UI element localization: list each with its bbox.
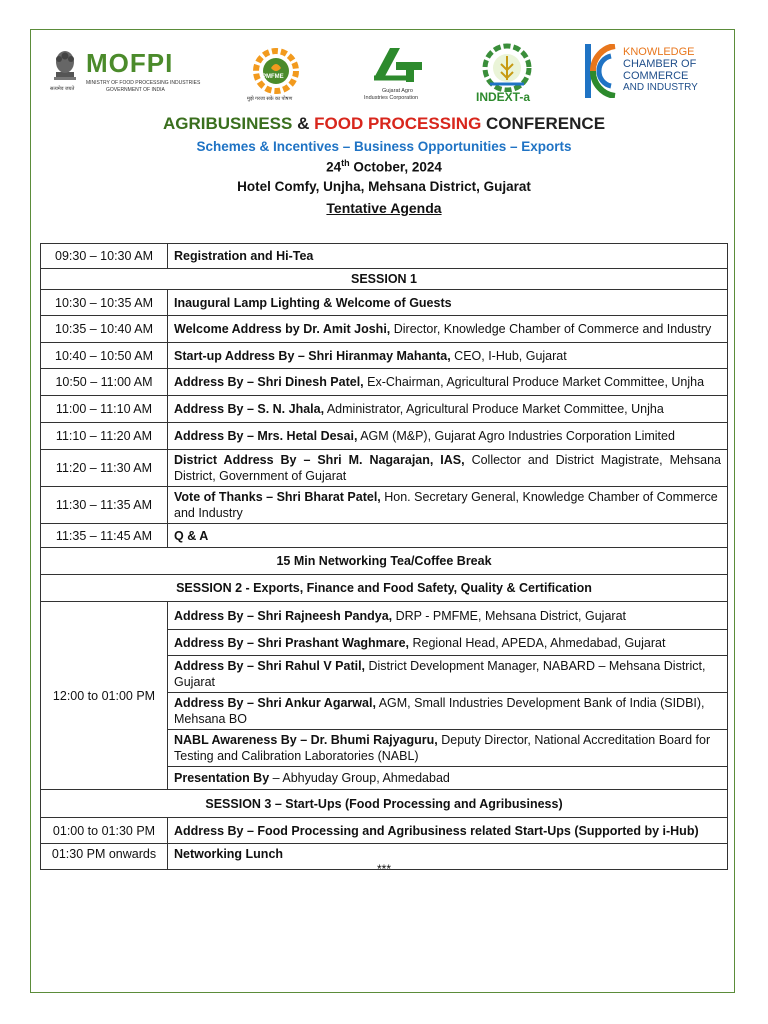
agenda-heading: Tentative Agenda: [326, 200, 442, 216]
end-marker: ***: [376, 862, 391, 876]
desc-bold: Address By – Shri Rahul V Patil,: [174, 659, 366, 673]
time-cell: 01:30 PM onwards: [41, 844, 168, 870]
session-1-heading: SESSION 1: [41, 269, 728, 290]
desc-bold: NABL Awareness By – Dr. Bhumi Rajyaguru,: [174, 733, 438, 747]
desc-cell: [168, 487, 728, 524]
desc-rest: AGM (M&P), Gujarat Agro Industries Corporation Limited: [357, 429, 675, 443]
desc-cell: [168, 630, 728, 656]
table-row: [41, 244, 728, 269]
table-row: [41, 524, 728, 548]
gaic-line1: Gujarat Agro: [382, 88, 413, 94]
desc-bold: Vote of Thanks – Shri Bharat Patel,: [174, 490, 381, 504]
time-cell: 10:35 – 10:40 AM: [41, 316, 168, 343]
desc-cell: [168, 343, 728, 369]
mofpi-logo: [50, 46, 215, 98]
pmfme-tagline: मुझे गरजा सके का पोषण: [247, 96, 293, 102]
break-row: [41, 548, 728, 575]
desc-rest: Director, Knowledge Chamber of Commerce and Industry: [390, 322, 712, 336]
title-conference: CONFERENCE: [481, 114, 606, 133]
desc-bold: Address By – Food Processing and Agribusiness related Start-Ups (Supported by i-Hub): [174, 823, 699, 838]
desc-bold: Address By – Shri Rajneesh Pandya,: [174, 608, 393, 623]
desc-rest: Ex-Chairman, Agricultural Produce Market Committee, Unjha: [363, 375, 705, 389]
table-row: [41, 396, 728, 423]
gaic-mark-icon: [366, 42, 426, 88]
time-cell: 11:30 – 11:35 AM: [41, 487, 168, 524]
session-row: [41, 269, 728, 290]
desc-rest: Deputy Director, National Accreditation Board for Testing and Calibration Laboratories (NABL): [174, 733, 711, 763]
session-row: [41, 575, 728, 602]
indexta-gear-icon: [476, 40, 538, 92]
title-agribusiness: AGRIBUSINESS: [162, 114, 293, 133]
emblem-caption: सत्यमेव जयते: [50, 86, 75, 92]
date-day: 24: [326, 159, 342, 175]
time-cell: 10:30 – 10:35 AM: [41, 290, 168, 316]
time-cell: 11:35 – 11:45 AM: [41, 524, 168, 548]
desc-bold: Address By – Shri Prashant Waghmare,: [174, 635, 410, 650]
desc-cell: [168, 244, 728, 269]
desc-rest: Collector and District Magistrate, Mehsana District, Government of Gujarat: [174, 453, 721, 483]
mofpi-govt-line: GOVERNMENT OF INDIA: [106, 87, 165, 93]
session-row: [41, 790, 728, 818]
kcci-logo: [585, 44, 730, 102]
time-cell: 10:50 – 11:00 AM: [41, 369, 168, 396]
kcci-line2: CHAMBER OF: [623, 58, 697, 70]
title-food-processing: FOOD PROCESSING: [314, 114, 482, 133]
session-2-time-cell: 12:00 to 01:00 PM: [41, 602, 168, 790]
date-suffix: th: [341, 158, 350, 168]
desc-cell: [168, 423, 728, 450]
desc-rest: Administrator, Agricultural Produce Market Committee, Unjha: [324, 402, 664, 416]
desc-bold: Presentation By: [174, 771, 270, 785]
desc-bold: Q & A: [174, 528, 209, 543]
desc-cell: [168, 767, 728, 790]
pmfme-label: PMFME: [262, 74, 284, 80]
conference-title: [0, 114, 768, 134]
desc-cell: [168, 450, 728, 487]
date-rest: October, 2024: [349, 159, 442, 175]
desc-bold: Start-up Address By – Shri Hiranmay Mahanta,: [174, 348, 451, 363]
mofpi-ministry-line: MINISTRY OF FOOD PROCESSING INDUSTRIES: [86, 80, 201, 86]
desc-cell: [168, 316, 728, 343]
desc-bold: Inaugural Lamp Lighting & Welcome of Guests: [174, 295, 452, 310]
desc-rest: AGM, Small Industries Development Bank of India (SIDBI), Mehsana BO: [174, 696, 705, 726]
table-row: [41, 423, 728, 450]
desc-bold: District Address By – Shri M. Nagarajan, IAS,: [174, 453, 465, 467]
table-row: [41, 290, 728, 316]
desc-cell: [168, 290, 728, 316]
time-cell: 11:00 – 11:10 AM: [41, 396, 168, 423]
desc-bold: Address By – Mrs. Hetal Desai,: [174, 429, 358, 443]
table-row: [41, 602, 728, 630]
pmfme-logo: [245, 44, 311, 106]
conference-date: [0, 158, 768, 175]
kcci-line1: KNOWLEDGE: [623, 46, 695, 58]
time-cell: 11:20 – 11:30 AM: [41, 450, 168, 487]
desc-cell: [168, 656, 728, 693]
desc-rest: District Development Manager, NABARD – Mehsana District, Gujarat: [174, 659, 706, 689]
agenda-table: [40, 243, 728, 870]
desc-cell: [168, 369, 728, 396]
tea-break-heading: 15 Min Networking Tea/Coffee Break: [41, 548, 728, 575]
desc-cell: [168, 396, 728, 423]
kcci-line4: AND INDUSTRY: [623, 82, 698, 93]
desc-cell: [168, 693, 728, 730]
kcci-line3: COMMERCE: [623, 70, 689, 82]
indexta-logo: [472, 40, 542, 108]
table-row: [41, 818, 728, 844]
session-2-heading: SESSION 2 - Exports, Finance and Food Safety, Quality & Certification: [41, 575, 728, 602]
time-cell: 11:10 – 11:20 AM: [41, 423, 168, 450]
table-row: [41, 343, 728, 369]
indexta-label: INDEXT-a: [476, 90, 531, 104]
desc-bold: Networking Lunch: [174, 847, 284, 861]
session-3-heading: SESSION 3 – Start-Ups (Food Processing and Agribusiness): [41, 790, 728, 818]
time-cell: 01:00 to 01:30 PM: [41, 818, 168, 844]
time-cell: 10:40 – 10:50 AM: [41, 343, 168, 369]
table-row: [41, 369, 728, 396]
desc-bold: Address By – S. N. Jhala,: [174, 402, 325, 416]
mofpi-wordmark: MOFPI: [86, 48, 174, 78]
table-row: [41, 487, 728, 524]
desc-cell: [168, 602, 728, 630]
desc-bold: Address By – Shri Dinesh Patel,: [174, 375, 364, 389]
logo-strip: [40, 40, 730, 108]
desc-rest: Regional Head, APEDA, Ahmedabad, Gujarat: [409, 635, 666, 650]
time-cell: 09:30 – 10:30 AM: [41, 244, 168, 269]
kcci-mark-icon: [585, 44, 617, 98]
desc-rest: CEO, I-Hub, Gujarat: [450, 348, 567, 363]
desc-cell: [168, 730, 728, 767]
gaic-logo: [352, 40, 442, 106]
desc-rest: Hon. Secretary General, Knowledge Chamber of Commerce and Industry: [174, 490, 718, 520]
desc-bold: Registration and Hi-Tea: [174, 249, 314, 263]
desc-rest: – Abhyuday Group, Ahmedabad: [269, 771, 450, 785]
title-ampersand: &: [292, 114, 315, 133]
table-row: [41, 450, 728, 487]
gaic-line2: Industries Corporation: [364, 95, 419, 101]
desc-bold: Address By – Shri Ankur Agarwal,: [174, 696, 376, 710]
desc-cell: [168, 818, 728, 844]
desc-cell: [168, 524, 728, 548]
pmfme-gear-icon: [249, 44, 303, 94]
conference-venue: Hotel Comfy, Unjha, Mehsana District, Gujarat: [237, 179, 531, 194]
conference-subtitle: Schemes & Incentives – Business Opportunities – Exports: [196, 139, 572, 154]
desc-bold: Welcome Address by Dr. Amit Joshi,: [174, 322, 391, 336]
desc-rest: DRP - PMFME, Mehsana District, Gujarat: [392, 608, 626, 623]
table-row: [41, 316, 728, 343]
